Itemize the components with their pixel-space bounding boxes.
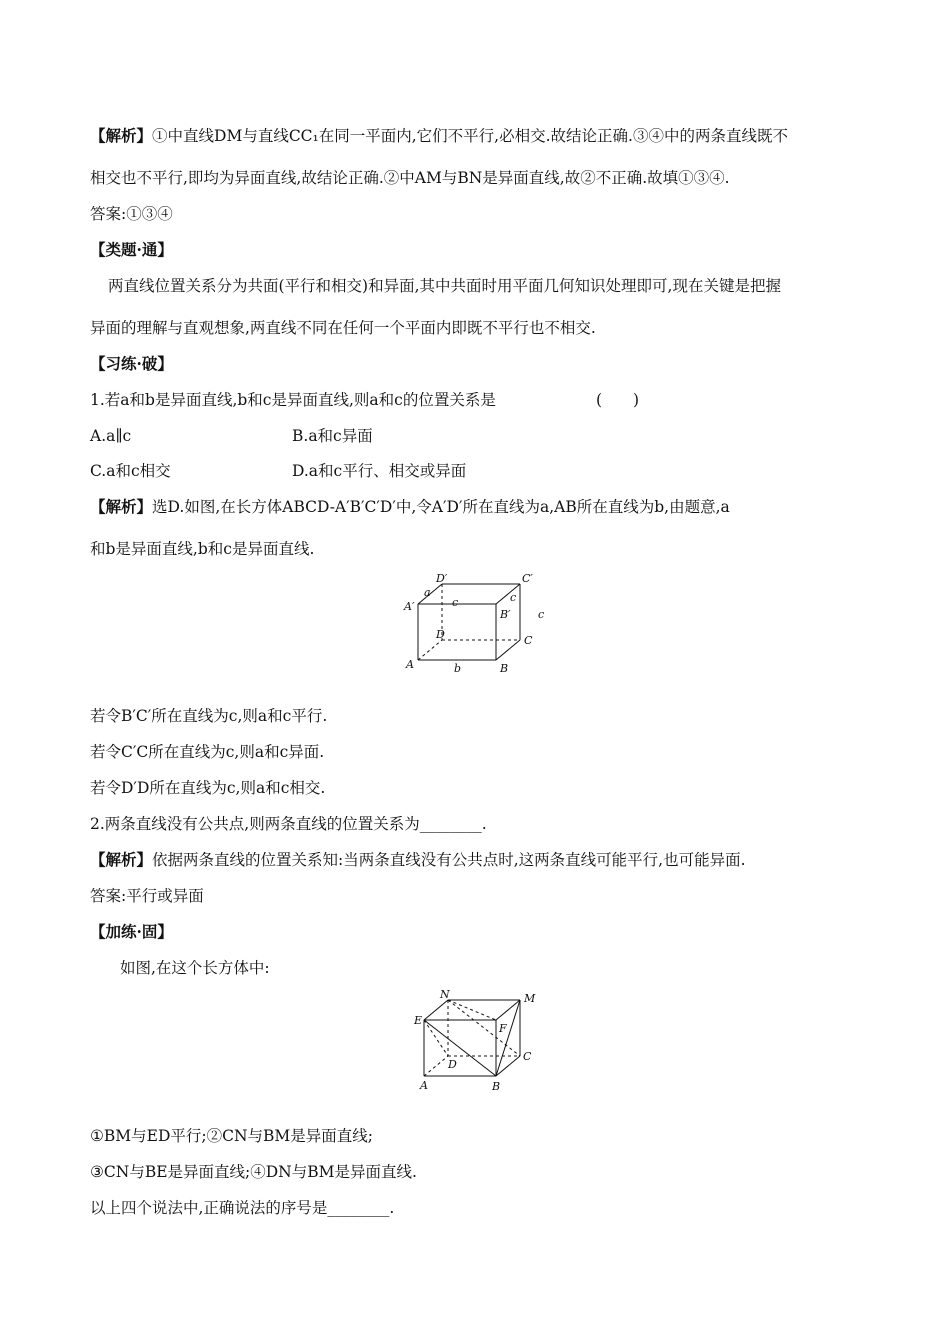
label-c-bc: c bbox=[510, 591, 517, 604]
label-A-prime: A′ bbox=[404, 600, 415, 613]
jialian-heading: 【加练·固】 bbox=[90, 922, 173, 941]
case-1: 若令B′C′所在直线为c,则a和c平行. bbox=[90, 707, 328, 725]
cuboid-figure-2 bbox=[406, 990, 546, 1096]
analysis-line-1 bbox=[90, 126, 788, 146]
solution-1-line-2: 和b是异面直线,b和c是异面直线. bbox=[90, 540, 315, 558]
label-c-dd: c bbox=[452, 596, 459, 609]
label-c-cc: c bbox=[538, 608, 545, 621]
label-D-prime: D′ bbox=[436, 572, 448, 585]
label-a: a bbox=[424, 586, 431, 599]
label-B: B bbox=[500, 662, 509, 675]
cuboid-figure-1 bbox=[398, 572, 558, 680]
label-C2: C bbox=[523, 1050, 532, 1063]
label-B2: B bbox=[492, 1080, 501, 1093]
leiti-paragraph-1: 两直线位置关系分为共面(平行和相交)和异面,其中共面时用平面几何知识处理即可,现在关键是把握 bbox=[108, 277, 781, 295]
solution-1-line-1 bbox=[90, 497, 730, 517]
jialian-question: 以上四个说法中,正确说法的序号是________. bbox=[90, 1199, 395, 1217]
label-C-prime: C′ bbox=[522, 572, 533, 585]
label-M: M bbox=[524, 992, 536, 1005]
option-b: B.a和c异面 bbox=[292, 427, 373, 445]
label-B-prime: B′ bbox=[500, 608, 511, 621]
option-a: A.a∥c bbox=[90, 427, 132, 445]
option-c: C.a和c相交 bbox=[90, 462, 171, 480]
label-N: N bbox=[440, 990, 450, 1001]
case-2: 若令C′C所在直线为c,则a和c异面. bbox=[90, 743, 325, 761]
jialian-intro: 如图,在这个长方体中: bbox=[120, 959, 270, 977]
analysis-line-2: 相交也不平行,即均为异面直线,故结论正确.②中AM与BN是异面直线,故②不正确.故填①③④. bbox=[90, 169, 730, 187]
label-A2: A bbox=[420, 1079, 428, 1092]
solution-1-text: 选D.如图,在长方体ABCD-A′B′C′D′中,令A′D′所在直线为a,AB所在直线为b,由题意,a bbox=[152, 498, 730, 516]
question-1 bbox=[90, 390, 496, 410]
statement-2: ③CN与BE是异面直线;④DN与BM是异面直线. bbox=[90, 1163, 417, 1181]
xilian-heading: 【习练·破】 bbox=[90, 354, 173, 373]
solution-2 bbox=[90, 850, 746, 870]
label-F: F bbox=[499, 1022, 507, 1035]
solution-2-tag: 【解析】 bbox=[90, 850, 153, 869]
analysis-text: ①中直线DM与直线CC₁在同一平面内,它们不平行,必相交.故结论正确.③④中的两条直线既不 bbox=[152, 127, 788, 145]
analysis-tag: 【解析】 bbox=[90, 126, 153, 145]
answer-line: 答案:①③④ bbox=[90, 205, 173, 223]
solution-1-tag: 【解析】 bbox=[90, 497, 153, 516]
question-1-paren: ( ) bbox=[596, 391, 640, 409]
leiti-paragraph-2: 异面的理解与直观想象,两直线不同在任何一个平面内即既不平行也不相交. bbox=[90, 319, 596, 337]
answer-2: 答案:平行或异面 bbox=[90, 887, 204, 905]
question-2: 2.两条直线没有公共点,则两条直线的位置关系为________. bbox=[90, 815, 487, 833]
option-d: D.a和c平行、相交或异面 bbox=[292, 462, 467, 480]
label-b: b bbox=[454, 662, 462, 675]
statement-1: ①BM与ED平行;②CN与BM是异面直线; bbox=[90, 1127, 374, 1145]
label-A: A bbox=[406, 658, 414, 671]
question-1-text: 1.若a和b是异面直线,b和c是异面直线,则a和c的位置关系是 bbox=[90, 391, 496, 409]
label-E: E bbox=[414, 1014, 423, 1027]
case-3: 若令D′D所在直线为c,则a和c相交. bbox=[90, 779, 326, 797]
label-C: C bbox=[524, 634, 533, 647]
solution-2-text: 依据两条直线的位置关系知:当两条直线没有公共点时,这两条直线可能平行,也可能异面. bbox=[152, 851, 746, 869]
label-D2: D bbox=[448, 1058, 457, 1071]
leiti-heading: 【类题·通】 bbox=[90, 240, 173, 259]
label-D: D bbox=[436, 628, 445, 641]
